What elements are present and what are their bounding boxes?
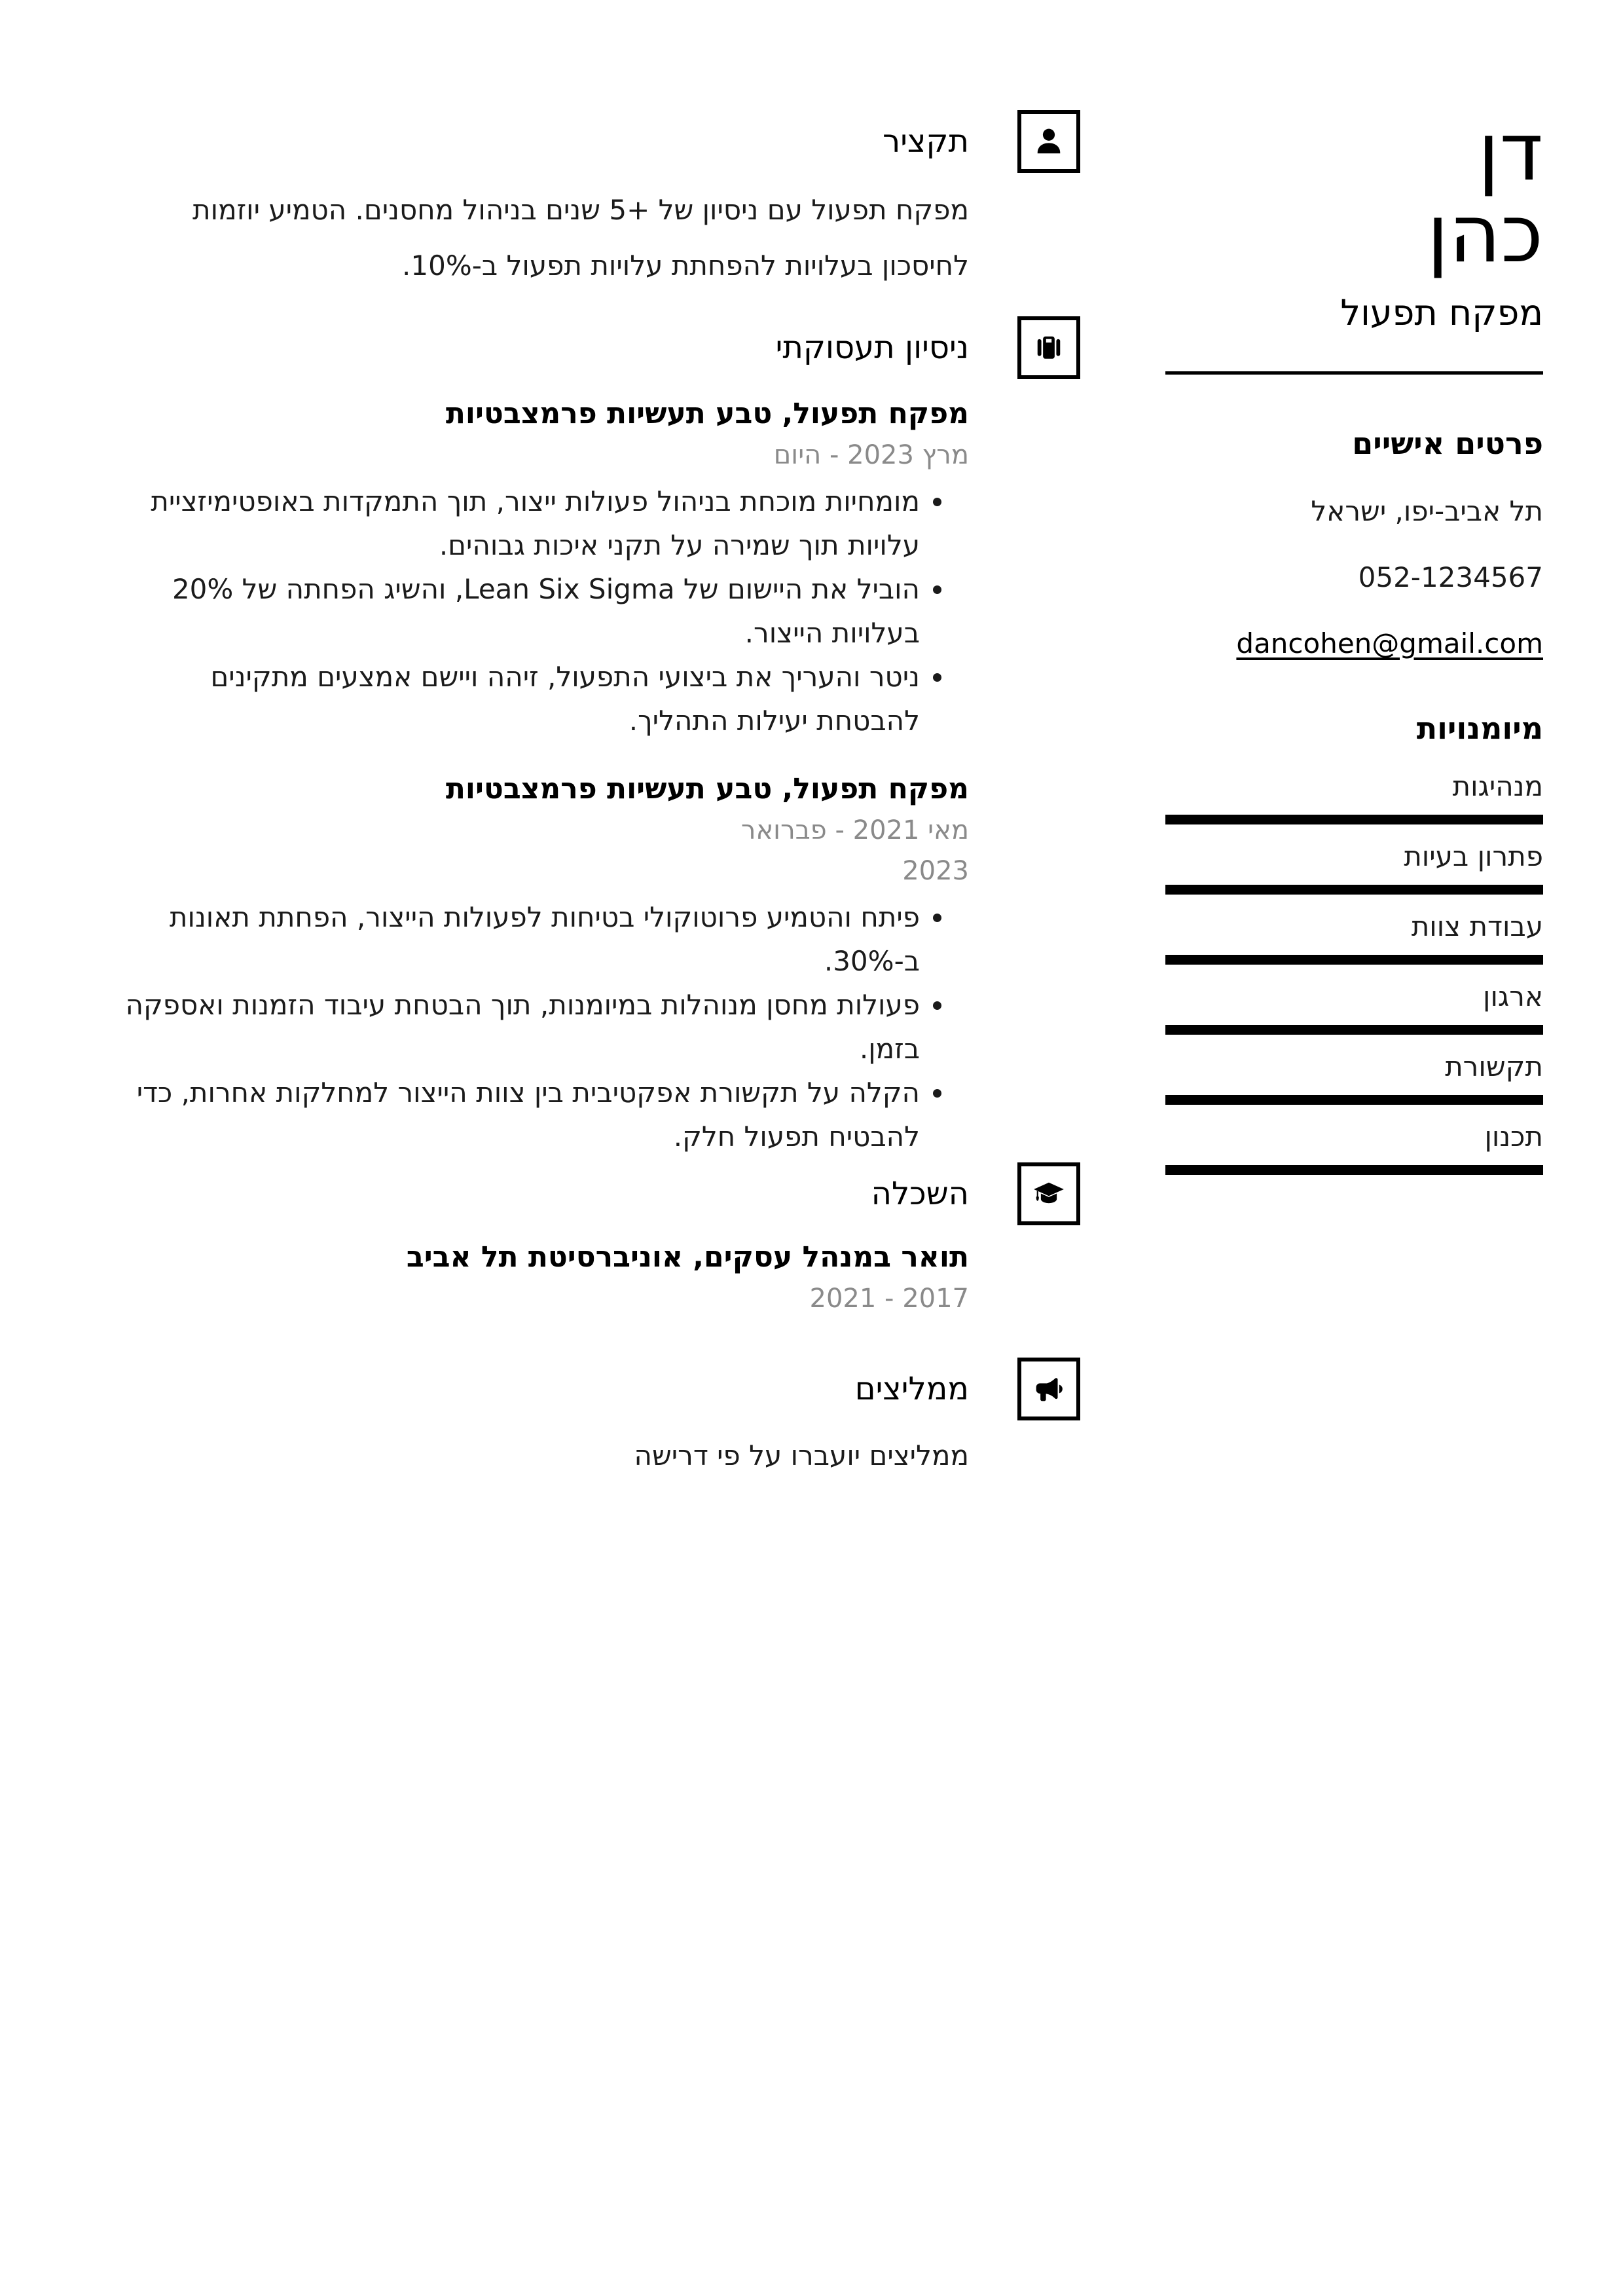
job-bullet: • פיתח והטמיע פרוטוקולי בטיחות לפעולות הייצור, הפחתת תאונות ב-30%. — [111, 895, 920, 983]
education-degree: תואר במנהל עסקים, אוניברסיטת תל אביב — [406, 1240, 969, 1274]
person-icon — [1017, 110, 1080, 173]
sidebar — [1165, 98, 1543, 1175]
candidate-name — [1165, 105, 1543, 280]
candidate-last-name: כהן — [1427, 187, 1543, 280]
contact-phone: 052-1234567 — [1358, 561, 1543, 593]
skill-label: מנהיגות — [1452, 770, 1543, 802]
contact-email-row — [1165, 627, 1543, 659]
skill-item-teamwork — [1165, 908, 1543, 965]
header-divider — [1165, 371, 1543, 375]
job-title: מפקח תפעול, טבע תעשיות פרמצבטיות — [445, 772, 969, 805]
candidate-job-title: מפקח תפעול — [1340, 292, 1543, 333]
job-bullet: • הקלה על תקשורת אפקטיבית בין צוות הייצור למחלקות אחרות, כדי להבטיח תפעול חלק. — [111, 1071, 920, 1158]
skill-label: ארגון — [1483, 980, 1543, 1012]
summary-text: מפקח תפעול עם ניסיון של +5 שנים בניהול מחסנים. הטמיע יוזמות לחיסכון בעלויות להפחתת עלויות תפעול ב-10%. — [192, 194, 969, 282]
skill-item-problem-solving — [1165, 838, 1543, 895]
skill-bar-fill — [1165, 955, 1543, 965]
job-entry-2 — [111, 770, 969, 1158]
job-bullet: • פעולות מחסן מנוהלות במיומנות, תוך הבטחת עיבוד הזמנות ואספקה בזמן. — [111, 983, 920, 1071]
summary-title: תקציר — [883, 123, 969, 160]
skill-item-organization — [1165, 978, 1543, 1035]
candidate-first-name: דן — [1478, 105, 1543, 198]
main-content — [111, 98, 1080, 1476]
skill-bar — [1165, 815, 1543, 824]
education-section-header — [111, 1162, 1080, 1225]
skill-bar — [1165, 1025, 1543, 1035]
job-bullet-list — [111, 479, 969, 743]
skills-title: מיומנויות — [1416, 711, 1543, 746]
skill-label: תכנון — [1484, 1120, 1543, 1153]
job-bullet: • הוביל את היישום של Lean Six Sigma, והשיג הפחתה של 20% בעלויות הייצור. — [111, 567, 920, 655]
email-link[interactable]: dancohen@gmail.com — [1236, 627, 1543, 659]
skill-item-communication — [1165, 1048, 1543, 1105]
personal-details-title: פרטים אישיים — [1352, 426, 1543, 461]
skill-bar — [1165, 885, 1543, 895]
references-section-header — [111, 1358, 1080, 1420]
megaphone-icon — [1017, 1358, 1080, 1420]
briefcase-icon — [1017, 316, 1080, 379]
job-entry-1 — [111, 395, 969, 743]
skill-bar-fill — [1165, 885, 1543, 895]
graduation-cap-icon — [1017, 1162, 1080, 1225]
references-section — [111, 1358, 1080, 1476]
skill-bar — [1165, 1095, 1543, 1105]
summary-section-header — [111, 110, 1080, 173]
skill-item-planning — [1165, 1119, 1543, 1175]
summary-section — [111, 110, 1080, 293]
job-dates: מרץ 2023 - היום — [773, 440, 969, 470]
job-title: מפקח תפעול, טבע תעשיות פרמצבטיות — [445, 397, 969, 430]
references-title: ממליצים — [854, 1371, 969, 1407]
job-bullet-list — [111, 895, 969, 1158]
contact-location: תל אביב-יפו, ישראל — [1311, 495, 1543, 527]
experience-title: ניסיון תעסוקתי — [775, 329, 969, 366]
skill-bar-fill — [1165, 1165, 1543, 1175]
skill-label: תקשורת — [1445, 1050, 1543, 1083]
education-section — [111, 1162, 1080, 1319]
skill-label: עבודת צוות — [1411, 910, 1543, 942]
skill-item-leadership — [1165, 768, 1543, 824]
job-bullet: • מומחיות מוכחת בניהול פעולות ייצור, תוך התמקדות באופטימיזציית עלויות תוך שמירה על תקני איכות גבוהים. — [111, 479, 920, 567]
skill-label: פתרון בעיות — [1404, 840, 1543, 872]
skill-bar — [1165, 1165, 1543, 1175]
skill-bar-fill — [1165, 1095, 1543, 1105]
experience-section — [111, 316, 1080, 1158]
references-text: ממליצים יועברו על פי דרישה — [634, 1439, 969, 1472]
education-dates: 2017 - 2021 — [809, 1284, 969, 1314]
education-title: השכלה — [871, 1176, 969, 1212]
skill-bar-fill — [1165, 815, 1543, 824]
skill-bar-fill — [1165, 1025, 1543, 1035]
job-dates: מאי 2021 - פברואר 2023 — [740, 815, 969, 886]
skill-bar — [1165, 955, 1543, 965]
job-bullet: • ניטר והעריך את ביצועי התפעול, זיהה ויישם אמצעים מתקינים להבטחת יעילות התהליך. — [111, 655, 920, 743]
experience-section-header — [111, 316, 1080, 379]
